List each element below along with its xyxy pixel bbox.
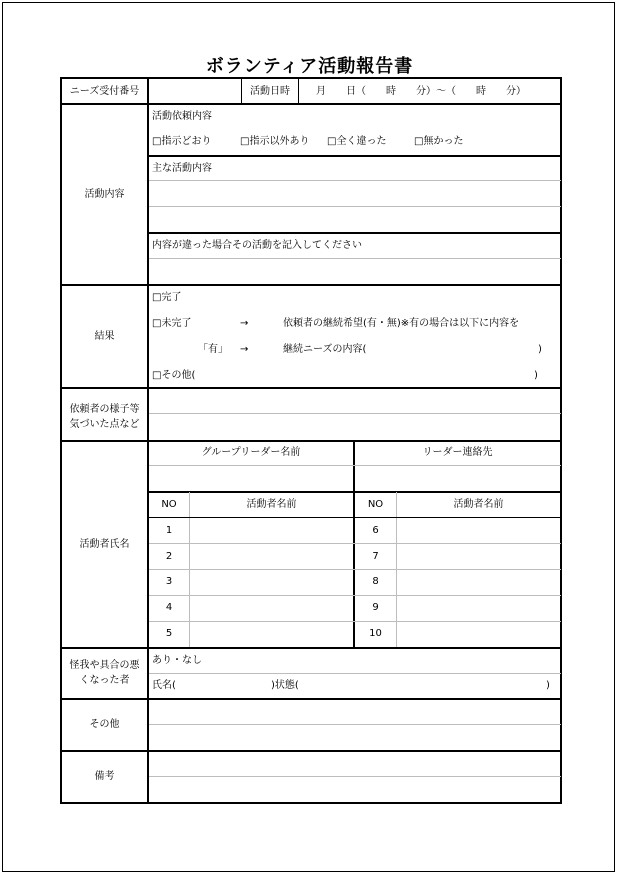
name-header-right: 活動者名前 [453,499,504,510]
injury-name-label: 氏名( [152,680,176,691]
member-number: 7 [372,551,379,562]
injury-label: 怪我や具合の悪 くなった者 [69,660,140,686]
continuation-needs-close: ) [538,344,542,355]
group-leader-label: グループリーダー名前 [201,447,301,458]
activity-subdivider [147,155,562,157]
member-number: 2 [165,551,173,562]
member-number: 8 [372,576,379,587]
activity-date-value[interactable]: 月 日（ 時 分）～（ 時 分） [316,86,526,97]
members-header-rule [147,517,562,518]
writing-line [149,569,561,570]
activity-date-label: 活動日時 [250,85,290,97]
no-header-left: NO [161,499,177,510]
writing-line [149,258,561,259]
members-center-divider [353,440,355,648]
member-number: 9 [372,602,379,613]
member-number: 10 [369,628,382,639]
table-bottom-border [60,802,562,804]
result-label: 結果 [94,330,115,342]
writing-line [149,673,561,674]
no-header-right: NO [367,499,384,510]
option-as-instructed[interactable]: □指示どおり [152,136,212,147]
result-incomplete-option[interactable]: □未完了 [152,318,192,329]
writing-line [149,543,561,544]
client-observations-label: 依頼者の様子等 気づいた点など [69,404,140,430]
writing-line [149,724,561,725]
writing-line [149,413,561,414]
option-other-than-instructed[interactable]: □指示以外あり [240,136,310,147]
injury-close: ) [546,680,550,691]
table-top-border [60,77,562,79]
writing-line [149,206,561,207]
member-number: 6 [372,525,379,536]
option-completely-different[interactable]: □全く違った [327,136,387,147]
needs-number-label: ニーズ受付番号 [69,85,140,97]
writing-line [149,180,561,181]
main-activity-label: 主な活動内容 [152,163,212,174]
yes-marker: 「有」 [198,344,228,355]
writing-line [149,776,561,777]
header-divider [298,77,299,104]
writing-line [149,621,561,622]
request-content-label: 活動依頼内容 [152,111,212,122]
activity-content-label: 活動内容 [84,188,125,200]
section-divider [60,647,562,649]
result-other-close: ) [534,370,538,381]
page-title: ボランティア活動報告書 [205,56,414,77]
member-number: 5 [165,628,173,639]
option-none[interactable]: □無かった [414,136,464,147]
arrow-icon: → [240,344,249,355]
injury-status-label: )状態( [271,680,299,691]
other-label: その他 [89,719,120,730]
continuation-request-text: 依頼者の継続希望(有・無)※有の場合は以下に内容を [283,318,520,329]
member-number: 1 [165,525,173,536]
injury-yes-no[interactable]: あり・なし [152,655,202,666]
member-number: 4 [165,602,173,613]
members-label: 活動者氏名 [79,538,130,550]
name-header-left: 活動者名前 [246,499,297,510]
writing-line [149,465,561,466]
notes-label: 備考 [94,771,115,782]
different-activity-label: 内容が違った場合その活動を記入してください [152,240,362,251]
leader-contact-label: リーダー連絡先 [422,447,493,458]
section-divider [60,387,562,389]
activity-subdivider [147,232,562,234]
members-subdivider [147,491,562,493]
result-other-option[interactable]: □その他( [152,370,196,381]
result-complete-option[interactable]: □完了 [152,292,182,303]
writing-line [149,595,561,596]
member-number: 3 [165,576,173,587]
arrow-icon: → [240,318,249,329]
continuation-needs-label: 継続ニーズの内容( [283,344,367,355]
